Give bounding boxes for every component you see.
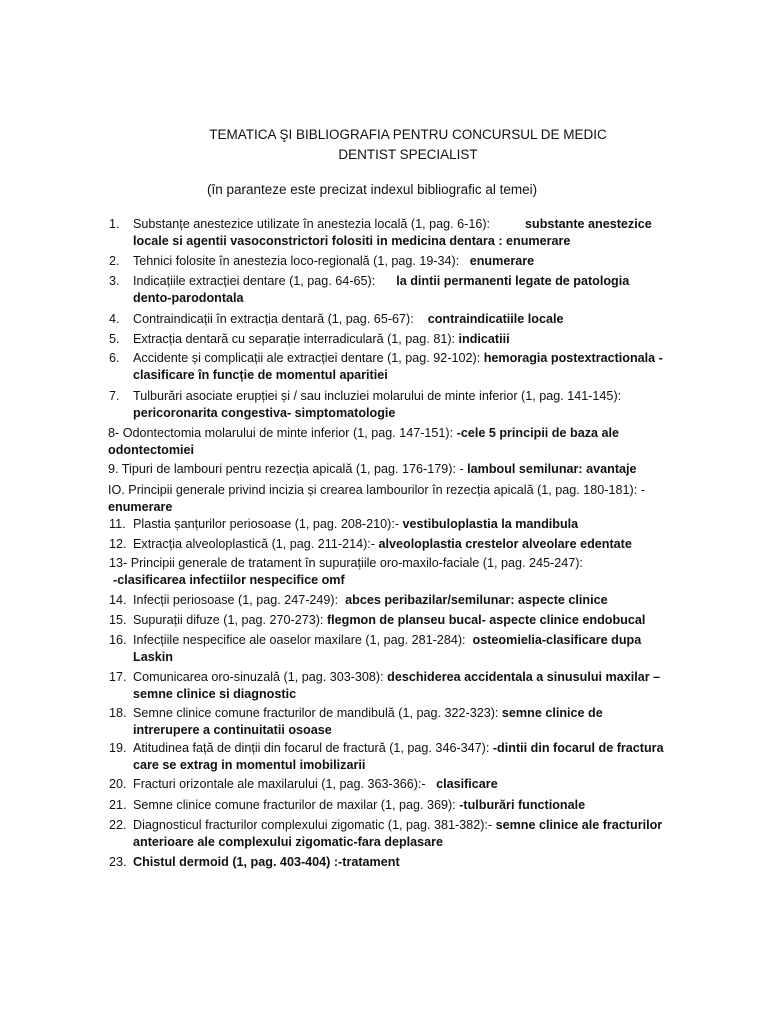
item-number: 22.	[109, 818, 127, 832]
item-number: 7.	[109, 389, 120, 403]
item-topic: Odontectomia molarului de minte inferior (1, pag. 147-151):	[122, 426, 454, 440]
document-title-line2: DENTIST SPECIALIST	[338, 147, 478, 162]
item-topic: Diagnosticul fracturilor complexului zigomatic (1, pag. 381-382):-	[133, 818, 493, 832]
item-subject: la dintii permanenti legate de patologia dento-parodontala	[133, 274, 630, 305]
item-number: 23.	[109, 855, 127, 869]
item-subject: semne clinice de intrerupere a continuitatii osoase	[133, 706, 603, 737]
item-topic: Plastia șanțurilor periosoase (1, pag. 208-210):-	[133, 517, 400, 531]
item-number: 6.	[109, 351, 120, 365]
item-number: 19.	[109, 741, 127, 755]
item-subject: substante anestezice locale si agentii vasoconstrictori folositi in medicina dentara : enumerare	[133, 217, 652, 248]
list-item	[109, 516, 669, 533]
item-number: 3.	[109, 274, 120, 288]
item-topic: Atitudinea față de dinții din focarul de fractură (1, pag. 346-347):	[133, 741, 490, 755]
list-item	[109, 776, 669, 793]
list-item	[108, 482, 668, 516]
item-topic: Tulburări asociate erupției și / sau incluziei molarului de minte inferior (1, pag. 141-145):	[133, 389, 622, 403]
list-item	[108, 461, 668, 478]
item-number: 12.	[109, 537, 127, 551]
item-topic: Extracția alveoloplastică (1, pag. 211-214):-	[133, 537, 375, 551]
item-subject: -tulburări functionale	[459, 798, 586, 812]
item-number: 1.	[109, 217, 120, 231]
list-item	[109, 592, 669, 609]
item-number: 5.	[109, 332, 120, 346]
list-item	[109, 216, 669, 250]
list-item	[109, 311, 669, 328]
item-topic: Supurații difuze (1, pag. 270-273):	[133, 613, 324, 627]
item-topic: Semne clinice comune fracturilor de mandibulă (1, pag. 322-323):	[133, 706, 499, 720]
item-subject: vestibuloplastia la mandibula	[402, 517, 579, 531]
list-item	[109, 536, 669, 553]
list-item	[109, 388, 669, 422]
document-title-line1: TEMATICA ŞI BIBLIOGRAFIA PENTRU CONCURSUL DE MEDIC	[209, 127, 607, 142]
list-item	[109, 632, 669, 666]
item-subject: -cele 5 principii de baza ale odontectomiei	[108, 426, 620, 457]
item-number: 9.	[108, 462, 119, 476]
item-subject: -clasificarea infectiilor nespecifice omf	[113, 573, 345, 587]
item-subject: flegmon de planseu bucal- aspecte clinice endobucal	[326, 613, 646, 627]
item-topic: Fracturi orizontale ale maxilarului (1, pag. 363-366):-	[133, 777, 426, 791]
item-number: 17.	[109, 670, 127, 684]
list-item	[109, 612, 669, 629]
item-topic: Tehnici folosite în anestezia loco-regională (1, pag. 19-34):	[133, 254, 460, 268]
item-subject: alveoloplastia crestelor alveolare edentate	[378, 537, 632, 551]
item-number: 14.	[109, 593, 127, 607]
item-topic: Tipuri de lambouri pentru rezecția apicală (1, pag. 176-179): -	[121, 462, 464, 476]
list-item	[109, 253, 669, 270]
item-subject: osteomielia-clasificare dupa Laskin	[133, 633, 642, 664]
item-topic: Comunicarea oro-sinuzală (1, pag. 303-308):	[133, 670, 384, 684]
item-topic: Infecții periosoase (1, pag. 247-249):	[133, 593, 339, 607]
list-item	[109, 273, 669, 307]
item-number: 4.	[109, 312, 120, 326]
item-number: 11.	[109, 517, 126, 531]
item-number: 21.	[109, 798, 127, 812]
item-subject: indicatiii	[458, 332, 510, 346]
item-number: 13-	[109, 556, 128, 570]
item-subject: clasificare	[436, 777, 498, 791]
item-subject: contraindicatiile locale	[427, 312, 564, 326]
item-topic: Semne clinice comune fracturilor de maxilar (1, pag. 369):	[133, 798, 456, 812]
item-subject: abces peribazilar/semilunar: aspecte clinice	[345, 593, 608, 607]
item-subject: tratament	[342, 855, 400, 869]
item-number: 8-	[108, 426, 120, 440]
item-number: 15.	[109, 613, 127, 627]
list-item	[109, 669, 669, 703]
list-item	[109, 854, 669, 871]
item-topic: Indicațiile extracției dentare (1, pag. 64-65):	[133, 274, 376, 288]
list-item	[109, 817, 669, 851]
list-item	[109, 350, 669, 384]
item-subject: hemoragia postextractionala -clasificare în funcție de momentul aparitiei	[133, 351, 663, 382]
item-subject: enumerare	[108, 500, 173, 514]
item-subject: enumerare	[469, 254, 535, 268]
item-subject: semne clinice ale fracturilor anterioare ale complexului zigomatic-fara deplasare	[133, 818, 663, 849]
item-topic: Substanțe anestezice utilizate în anestezia locală (1, pag. 6-16):	[133, 217, 491, 231]
list-item	[109, 797, 669, 814]
list-item	[109, 740, 669, 774]
item-subject: pericoronarita congestiva- simptomatologie	[133, 406, 396, 420]
item-topic: Principii generale privind incizia și crearea lambourilor în rezecția apicală (1, pag. 180-181): -	[128, 483, 645, 497]
item-number: 2.	[109, 254, 120, 268]
item-subject: lamboul semilunar: avantaje	[467, 462, 637, 476]
item-topic: Extracția dentară cu separație interradiculară (1, pag. 81):	[133, 332, 456, 346]
item-topic: Contraindicații în extracția dentară (1, pag. 65-67):	[133, 312, 414, 326]
list-item	[109, 705, 669, 739]
item-topic: Infecțiile nespecifice ale oaselor maxilare (1, pag. 281-284):	[133, 633, 466, 647]
list-item	[109, 555, 669, 589]
item-topic: Principii generale de tratament în supurațiile oro-maxilo-faciale (1, pag. 245-247):	[130, 556, 583, 570]
item-number: 20.	[109, 777, 127, 791]
item-number: 18.	[109, 706, 127, 720]
item-number: 16.	[109, 633, 127, 647]
item-subject: deschiderea accidentala a sinusului maxilar – semne clinice si diagnostic	[133, 670, 661, 701]
item-number: IO.	[108, 483, 125, 497]
item-topic: Chistul dermoid (1, pag. 403-404) :-	[133, 855, 343, 869]
document-subtitle: (în paranteze este precizat indexul bibliografic al temei)	[207, 182, 538, 197]
list-item	[109, 331, 669, 348]
list-item	[108, 425, 668, 459]
item-topic: Accidente și complicații ale extracției dentare (1, pag. 92-102):	[133, 351, 481, 365]
item-subject: -dintii din focarul de fractura care se extrag in momentul imobilizarii	[133, 741, 664, 772]
